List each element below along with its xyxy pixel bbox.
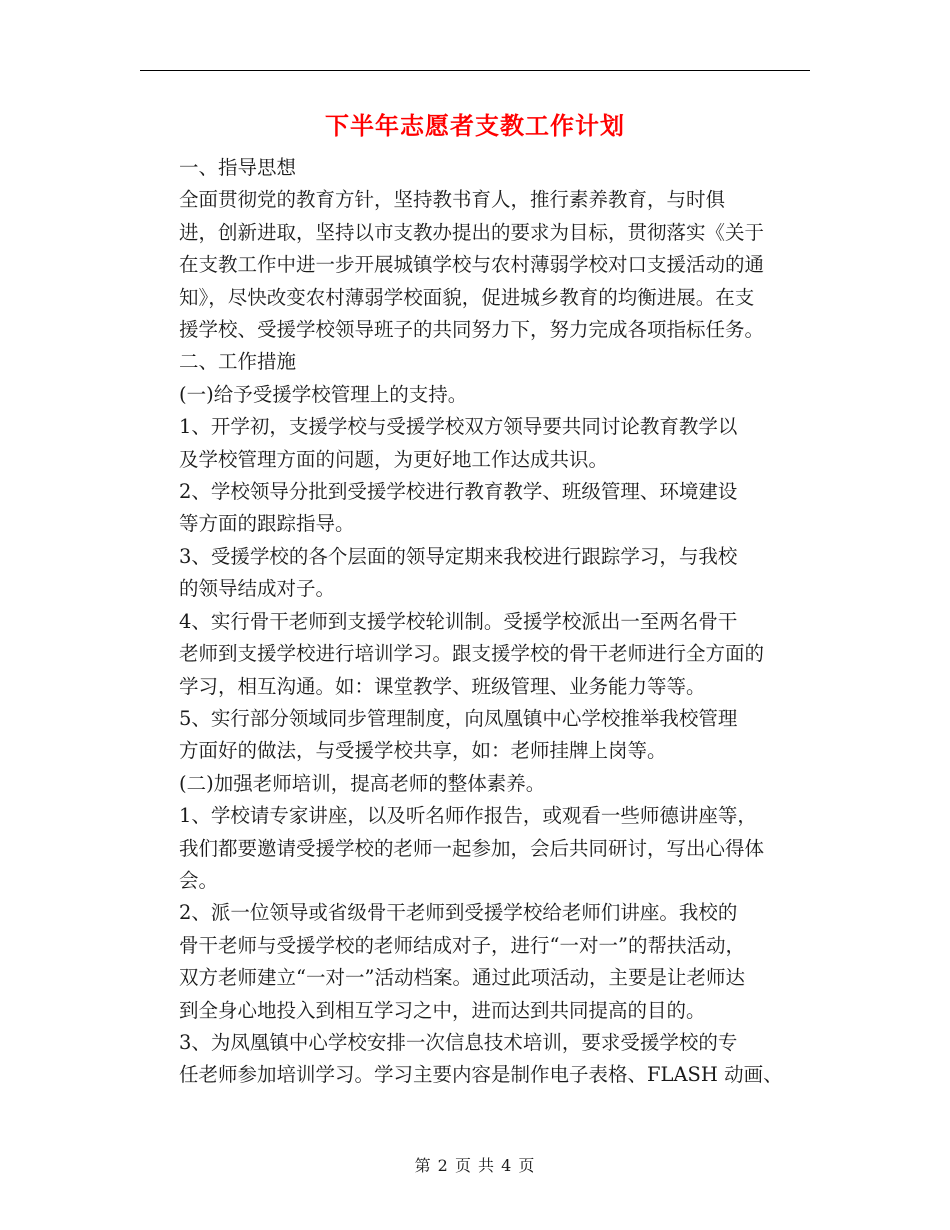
paragraph-item-2-2: 2、派一位领导或省级骨干老师到受援学校给老师们讲座。我校的 骨干老师与受援学校的老师结成对子，进行“一对一”的帮扶活动， 双方老师建立“一对一”活动档案。通过此项活动，主要是让老师达 到全身心地投入到相互学习之中，进而达到共同提高的目的。 xyxy=(179,901,745,1022)
subsection-heading-2: (二)加强老师培训，提高老师的整体素养。 xyxy=(179,771,546,795)
paragraph-item-1-5: 5、实行部分领域同步管理制度，向凤凰镇中心学校推举我校管理 方面好的做法，与受援学校共享，如：老师挂牌上岗等。 xyxy=(179,706,738,763)
paragraph-item-1-1: 1、开学初，支援学校与受援学校双方领导要共同讨论教育教学以 及学校管理方面的问题，为更好地工作达成共识。 xyxy=(179,415,738,471)
section-heading-1: 一、指导思想 xyxy=(179,156,297,179)
section-heading-2: 二、工作措施 xyxy=(179,350,297,374)
paragraph-item-1-4: 4、实行骨干老师到支援学校轮训制。受援学校派出一至两名骨干 老师到支援学校进行培训学习。跟支援学校的骨干老师进行全方面的 学习，相互沟通。如：课堂教学、班级管理、业务能力等等。 xyxy=(179,609,765,698)
paragraph-item-2-3: 3、为凤凰镇中心学校安排一次信息技术培训，要求受援学校的专 任老师参加培训学习。学习主要内容是制作电子表格、FLASH 动画、 xyxy=(179,1030,783,1087)
paragraph-item-2-1: 1、学校请专家讲座，以及听名师作报告，或观看一些师德讲座等， 我们都要邀请受援学校的老师一起参加，会后共同研讨，写出心得体 会。 xyxy=(179,804,765,892)
paragraph-item-1-3: 3、受援学校的各个层面的领导定期来我校进行跟踪学习，与我校 的领导结成对子。 xyxy=(179,544,738,601)
paragraph-item-1-2: 2、学校领导分批到受援学校进行教育教学、班级管理、环境建设 等方面的跟踪指导。 xyxy=(179,480,738,536)
page-number-footer: 第 2 页 共 4 页 xyxy=(414,1156,536,1175)
paragraph-guiding-thought: 全面贯彻党的教育方针，坚持教书育人，推行素养教育，与时俱 进，创新进取，坚持以市支教办提出的要求为目标，贯彻落实《关于 在支教工作中进一步开展城镇学校与农村薄弱学校对口支援活动的通 知》，尽快改变农村薄弱学校面貌，促进城乡教育的均衡进展。在支 援学校、受援学校领导班子的共同努力下，努力完成各项指标任务。 xyxy=(179,188,765,342)
document-title: 下半年志愿者支教工作计划 xyxy=(325,111,625,140)
header-rule xyxy=(140,70,810,71)
document-body xyxy=(140,152,810,1092)
subsection-heading-1: (一)给予受援学校管理上的支持。 xyxy=(179,382,468,406)
